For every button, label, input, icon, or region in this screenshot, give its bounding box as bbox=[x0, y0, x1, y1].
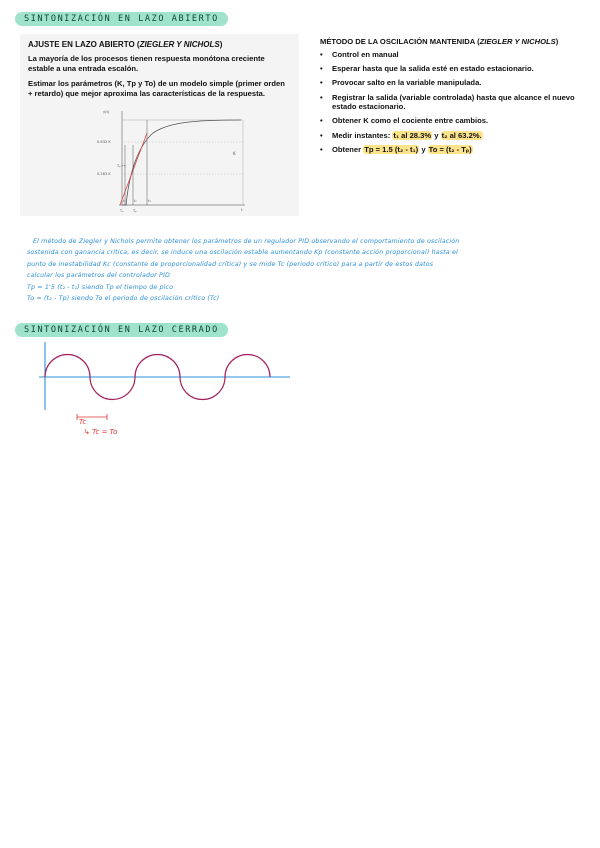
measure-text: Medir instantes: bbox=[332, 130, 393, 140]
x-label-t: t bbox=[241, 208, 243, 212]
note-line: To = (t₂ - Tp) siendo To el periodo de oscilación crítico (Tc) bbox=[27, 295, 220, 303]
obtain-join: y bbox=[419, 144, 428, 154]
procedure-item: • Esperar hasta que la salida esté en estado estacionario. bbox=[320, 64, 590, 74]
obtain-text: Obtener bbox=[332, 144, 364, 154]
step-response-graph bbox=[95, 105, 255, 217]
card-title-post: ) bbox=[219, 40, 223, 49]
note-line: calcular los parámetros del controlador PID bbox=[27, 272, 170, 280]
y-top-label: y(t) bbox=[103, 110, 110, 114]
procedure-list bbox=[320, 50, 590, 159]
x-label-t1: t₁ bbox=[123, 199, 126, 203]
section-title-closed-loop: SINTONIZACIÓN EN LAZO CERRADO bbox=[15, 323, 228, 337]
x-label-t2: t₂ bbox=[134, 199, 137, 203]
procedure-item: • Registrar la salida (variable controlada) hasta que alcance el nuevo estado estacionario. bbox=[320, 93, 590, 112]
right-title bbox=[320, 37, 558, 46]
card-paragraph-1: La mayoría de los procesos tienen respuesta monótona creciente estable a una entrada escalón. bbox=[28, 54, 265, 73]
right-title-post: ) bbox=[555, 37, 559, 46]
note-line: El método de Ziegler y Nichols permite obtener los parámetros de un regulador PID observando el comportamiento de oscilación bbox=[33, 238, 460, 245]
card-title bbox=[28, 40, 222, 49]
oscillation-sketch bbox=[30, 338, 300, 440]
tc-label: Tc bbox=[79, 418, 87, 426]
procedure-item: • Obtener K como el cociente entre cambios. bbox=[320, 116, 590, 126]
note-line: Tp = 1'5 (t₂ - t₁) siendo Tp el tiempo de pico bbox=[27, 283, 174, 291]
procedure-item-measure bbox=[320, 131, 590, 141]
note-line: punto de inestabilidad Kc (constante de proporcionalidad crítica) y se mide Tc (periodo crítico) para a partir de estos datos bbox=[27, 260, 434, 268]
response-curve bbox=[122, 120, 241, 205]
x-sub-tp: Tₚ bbox=[133, 209, 137, 213]
highlight-to: To = (t₂ - Tₚ) bbox=[428, 144, 472, 154]
x-label-t3: t₃ bbox=[148, 199, 151, 203]
right-title-pre: MÉTODO DE LA OSCILACIÓN MANTENIDA ( bbox=[320, 37, 480, 46]
measure-join: y bbox=[432, 130, 441, 140]
card-title-pre: AJUSTE EN LAZO ABIERTO ( bbox=[28, 40, 140, 49]
x-sub-to: Tₒ bbox=[120, 209, 124, 213]
highlight-t1: t₁ al 28.3% bbox=[393, 130, 432, 140]
y-632-label: 0.632 K bbox=[97, 140, 111, 144]
right-title-emphasis: ZIEGLER Y NICHOLS bbox=[479, 37, 556, 46]
highlight-t2: t₂ al 63.2%. bbox=[441, 130, 482, 140]
procedure-item: • Provocar salto en la variable manipulada. bbox=[320, 78, 590, 88]
card-paragraph-2: Estimar los parámetros (K, Tp y To) de un modelo simple (primer orden + retardo) que mejor aproxima las características de la respuesta. bbox=[28, 79, 285, 98]
section-title-open-loop: SINTONIZACIÓN EN LAZO ABIERTO bbox=[15, 12, 228, 26]
procedure-item: • Control en manual bbox=[320, 50, 590, 60]
tangent-line bbox=[120, 133, 147, 205]
slope-label: Tₚ+τ bbox=[117, 164, 126, 168]
highlight-tp: Tp = 1.5 (t₂ - t₁) bbox=[364, 144, 419, 154]
card-title-emphasis: ZIEGLER Y NICHOLS bbox=[139, 40, 220, 49]
k-label: K bbox=[233, 151, 236, 156]
note-line: sostenida con ganancia crítica, es decir, se induce una oscilación estable aumentando Kp (constante acción proporcional) hasta el bbox=[27, 249, 458, 257]
procedure-item-obtain bbox=[320, 145, 590, 155]
tc-equals-to: ↳ Tc = To bbox=[84, 428, 118, 436]
y-283-label: 0.283 K bbox=[97, 172, 111, 176]
handwritten-notes bbox=[27, 236, 587, 304]
